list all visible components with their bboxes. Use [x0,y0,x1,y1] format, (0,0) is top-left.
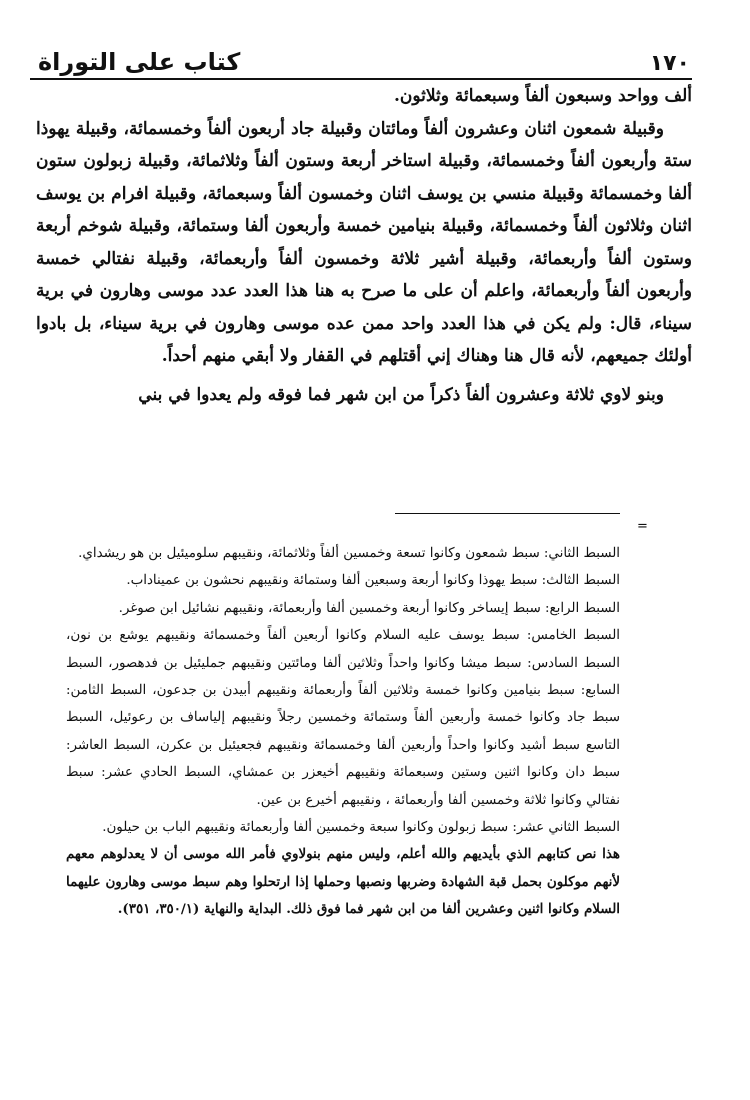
footnote-closing: هذا نص كتابهم الذي بأيديهم والله أعلم، وليس منهم بنولاوي فأمر الله موسى أن لا يعدلوهم معهم لأنهم موكلون بحمل قبة الشهادة وضربها ونصبها وحملها إذا ارتحلوا وهم سبط موسى وهارون عليهما السلام وكانوا اثنين وعشرين ألفا من ابن شهر فما فوق ذلك. البداية والنهاية (٣٥٠/١، ٣٥١). [66,846,620,918]
body-paragraph: وبنو لاوي ثلاثة وعشرون ألفاً ذكراً من ابن شهر فما فوقه ولم يعدوا في بني [138,384,664,405]
page-number: ١٧٠ [649,51,690,76]
main-text [36,80,692,411]
body-paragraph: وقبيلة شمعون اثنان وعشرون ألفاً ومائتان وقبيلة جاد أربعون ألفاً وخمسمائة، وقبيلة يهوذا ستة وأربعون ألفاً وخمسمائة، وقبيلة استاخر أربعة وستون ألفاً وثلاثمائة، وقبيلة زبولون ستون ألفا وخمسمائة وقبيلة منسي بن يوسف اثنان وخمسون ألفاً وسبعمائة، وقبيلة افرام بن يوسف اثنان وثلاثون ألفاً وخمسمائة، وقبيلة بنيامين خمسة وأربعون ألفا وستمائة، وقبيلة شوخم أربعة وستون ألفاً وأربعمائة، وقبيلة أشير ثلاثة وخمسون ألفاً وأربعمائة، وقبيلة نفتالي خمسة وأربعون ألفاً وأربعمائة، واعلم أن على ما صرح به هنا هذا العدد عدد موسى وهارون في برية سيناء، قال: ولم يكن في هذا العدد واحد ممن عده موسى وهارون في برية سيناء، بل بادوا أولئك جميعهم، لأنه قال هنا وهناك إني أقتلهم في القفار ولا أبقي منهم أحداً. [36,118,692,366]
footnotes [66,540,620,924]
footnote-item: السبط الثاني: سبط شمعون وكانوا تسعة وخمسين ألفاً وثلاثمائة، ونقيبهم سلوميئيل بن هو ريشداي. [78,546,620,561]
footnote-item: السبط الرابع: سبط إيساخر وكانوا أربعة وخمسين ألفا وأربعمائة، ونقيبهم نشائيل ابن صوغر. [118,600,620,616]
running-header [38,36,690,76]
body-paragraph: ألف وواحد وسبعون ألفاً وسبعمائة وثلاثون. [393,86,692,106]
footnote-item: السبط الثالث: سبط يهوذا وكانوا أربعة وسبعين ألفا وستمائة ونقيبهم نحشون بن عميناداب. [126,573,620,589]
footnote-continuation-marker: = [637,519,648,534]
footnote-item: السبط الخامس: سبط يوسف عليه السلام وكانوا أربعين ألفاً وخمسمائة ونقيبهم يوشع بن نون، السبط السادس: سبط ميشا وكانوا واحداً وثلاثين ألفا ومائتين ونقيبهم جمليئيل بن فدهصور، السبط السابع: سبط بنيامين وكانوا خمسة وثلاثين ألفاً وأربعمائة ونقيبهم أبيدن بن جدعون، السبط الثامن: سبط جاد وكانوا خمسة وأربعين ألفاً وستمائة وخمسين رجلاً ونقيبهم إلياساف بن رعوئيل، السبط التاسع سبط أشيد وكانوا واحداً وأربعين ألفا وخمسمائة ونقيبهم فجعيئيل بن عكرن، السبط العاشر: سبط دان وكانوا اثنين وستين وسبعمائة ونقيبهم أخيعزر بن عمشاي، السبط الحادي عشر: سبط نفتالي وكانوا ثلاثة وخمسين ألفا وأربعمائة ، ونقيبهم أخيرع بن عين. [66,628,620,808]
footnote-separator [395,513,620,514]
footnote-item: السبط الثاني عشر: سبط زبولون وكانوا سبعة وخمسين ألفا وأربعمائة ونقيبهم الباب بن حيلون. [102,820,620,836]
book-title: كتاب على التوراة [38,48,241,76]
